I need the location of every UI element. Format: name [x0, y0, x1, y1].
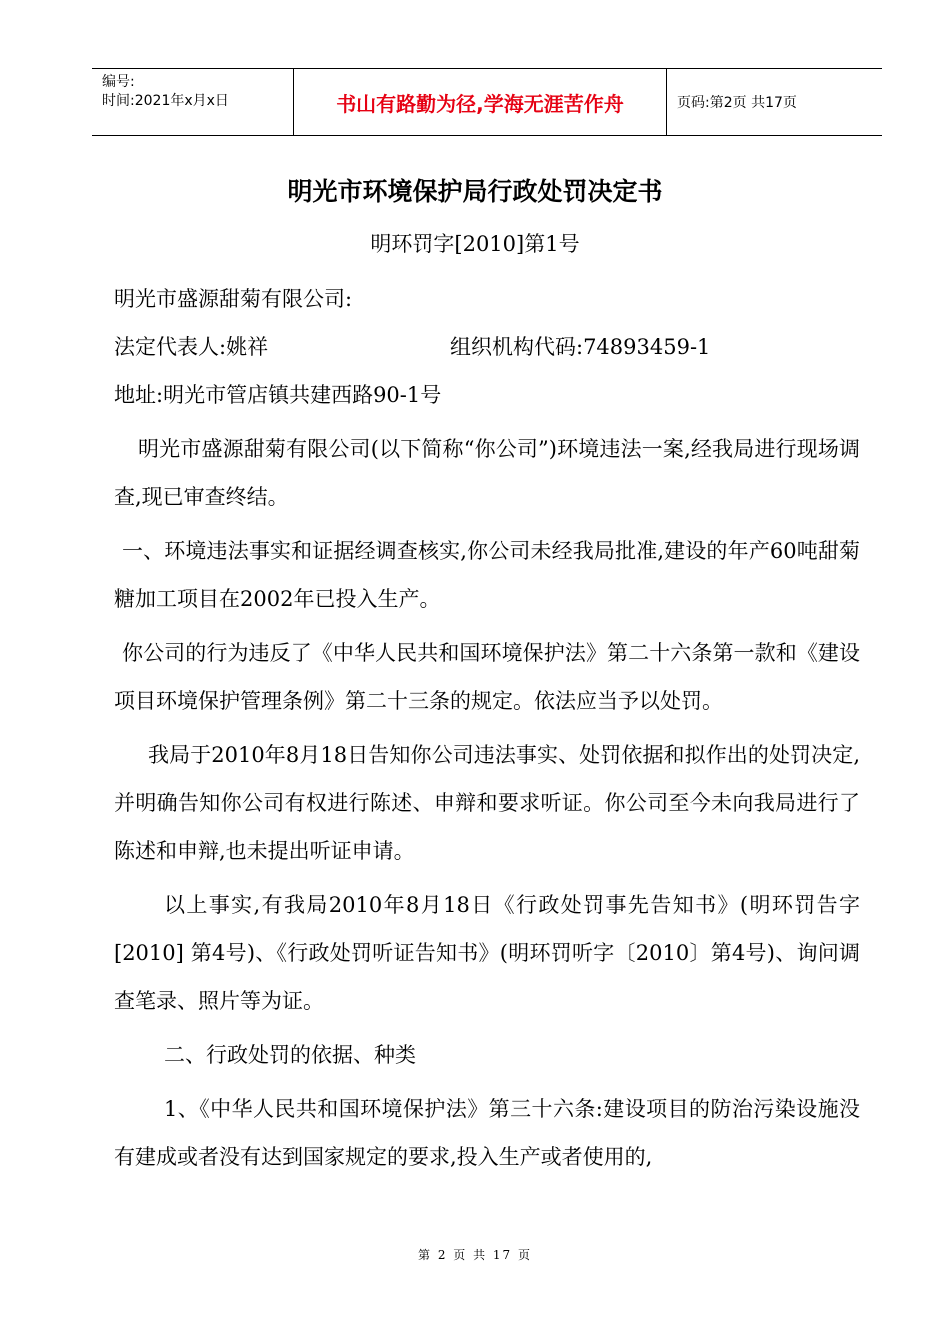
document-header [92, 68, 882, 136]
paragraph-evidence: 以上事实,有我局2010年8月18日《行政处罚事先告知书》(明环罚告字[2010] 第4号)、《行政处罚听证告知书》(明环罚听字〔2010〕第4号)、询问调查笔录、照片等为证。 [114, 893, 860, 1013]
header-meta [92, 69, 293, 135]
document-title: 明光市环境保护局行政处罚决定书 [287, 177, 663, 206]
paragraph-intro: 明光市盛源甜菊有限公司(以下简称“你公司”)环境违法一案,经我局进行现场调查,现已审查终结。 [114, 437, 860, 509]
time-label: 时间:2021年x月x日 [102, 93, 229, 109]
paragraph-law-article: 1、《中华人民共和国环境保护法》第三十六条:建设项目的防治污染设施没有建成或者没有达到国家规定的要求,投入生产或者使用的, [114, 1097, 860, 1169]
document-number: 明环罚字[2010]第1号 [370, 232, 580, 256]
paragraph-facts: 一、环境违法事实和证据经调查核实,你公司未经我局批准,建设的年产60吨甜菊糖加工项目在2002年已投入生产。 [114, 539, 860, 611]
paragraph-violation: 你公司的行为违反了《中华人民共和国环境保护法》第二十六条第一款和《建设项目环境保护管理条例》第二十三条的规定。依法应当予以处罚。 [114, 641, 860, 713]
address: 地址:明光市管店镇共建西路90-1号 [114, 383, 442, 407]
rep-row [114, 323, 860, 371]
legal-representative: 法定代表人:姚祥 [114, 335, 269, 359]
section-heading-basis: 二、行政处罚的依据、种类 [164, 1043, 416, 1067]
page-footer: 第 2 页 共 17 页 [418, 1248, 532, 1262]
document-body [114, 275, 860, 1181]
number-label: 编号: [102, 74, 135, 90]
addressee: 明光市盛源甜菊有限公司: [114, 287, 353, 311]
header-page-info: 页码:第2页 共17页 [677, 95, 797, 111]
header-motto: 书山有路勤为径,学海无涯苦作舟 [293, 69, 667, 135]
org-code: 组织机构代码:74893459-1 [450, 335, 711, 359]
paragraph-notice: 我局于2010年8月18日告知你公司违法事实、处罚依据和拟作出的处罚决定,并明确告知你公司有权进行陈述、申辩和要求听证。你公司至今未向我局进行了陈述和申辩,也未提出听证申请。 [114, 743, 860, 863]
